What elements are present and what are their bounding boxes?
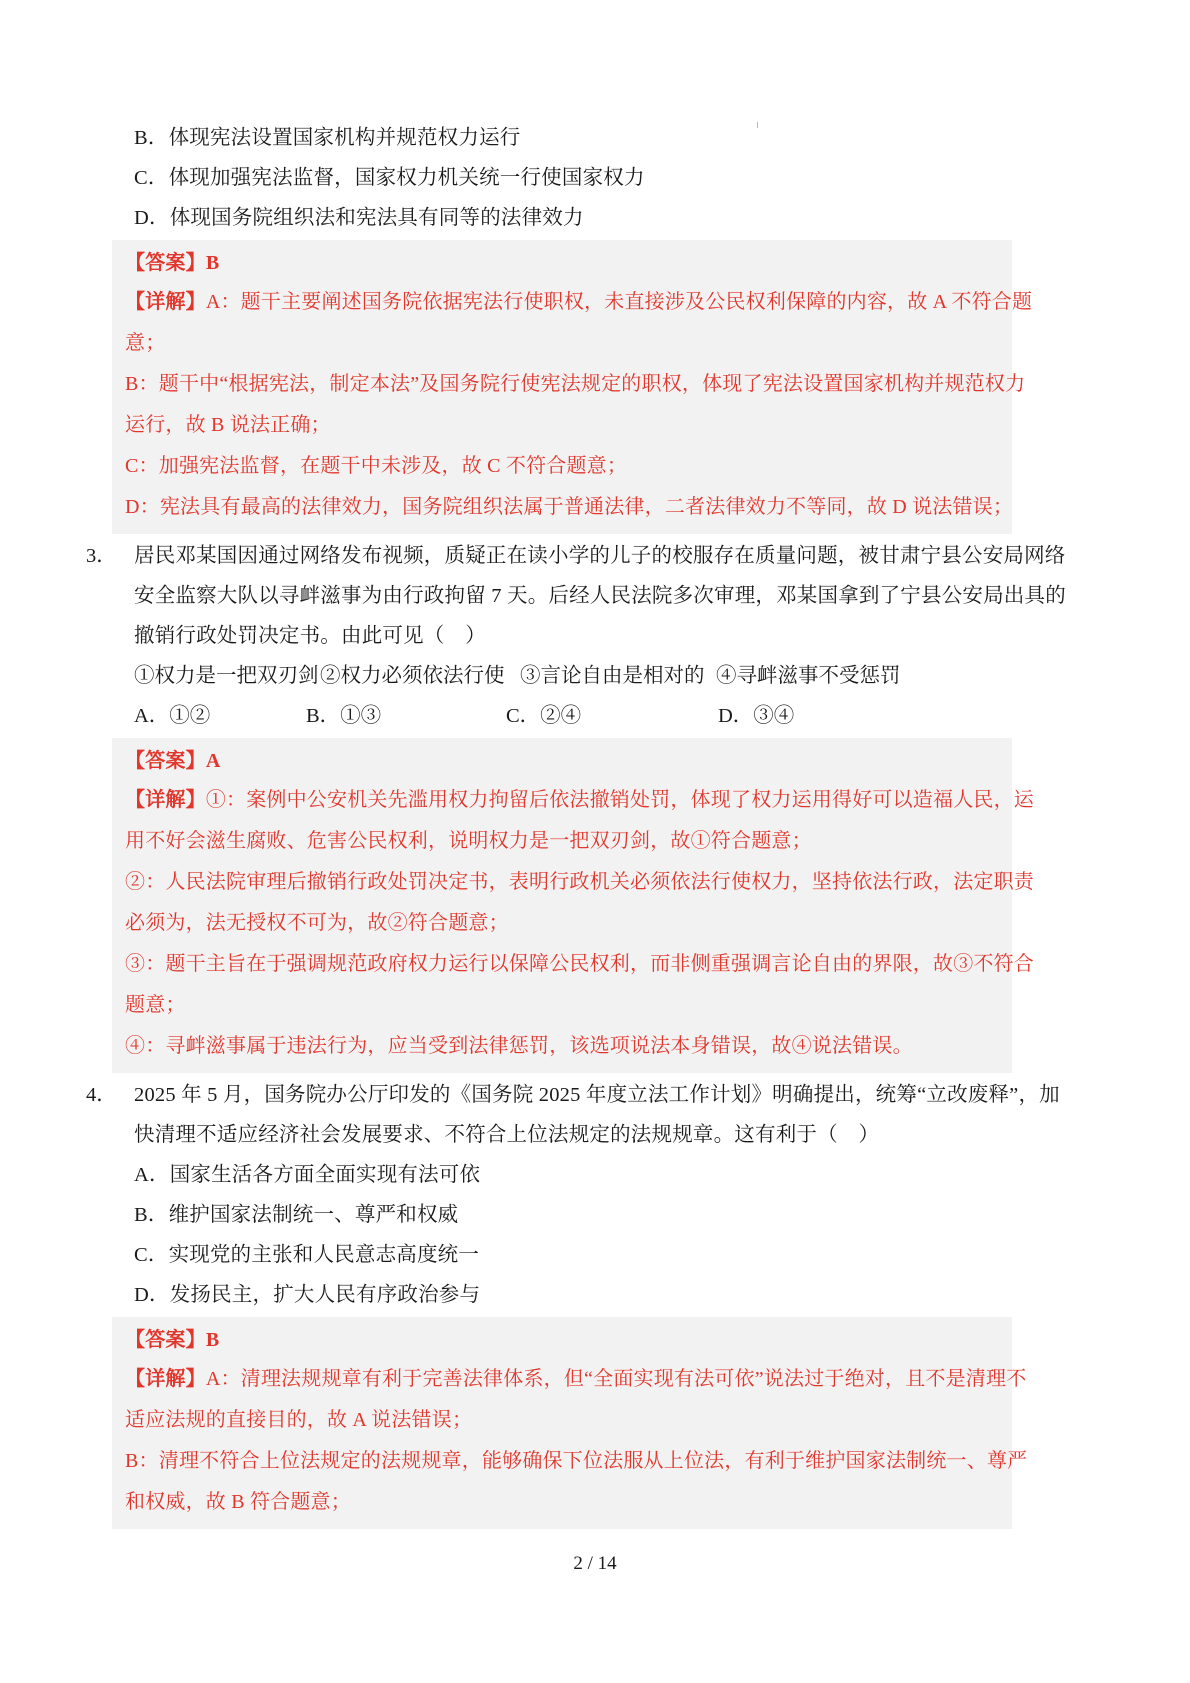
- explanation-text: A：清理法规规章有利于完善法律体系，但“全面实现有法可依”说法过于绝对，且不是清理不: [205, 1368, 1027, 1390]
- answer-value: A: [205, 750, 221, 772]
- item-4: ④寻衅滋事不受惩罚: [716, 665, 901, 687]
- explanation-row: 意；: [125, 332, 166, 354]
- stem-line: 居民邓某国因通过网络发布视频，质疑正在读小学的儿子的校服存在质量问题，被甘肃宁县公安局网络: [134, 545, 1066, 567]
- explanation-text: ①：案例中公安机关先滥用权力拘留后依法撤销处罚，体现了权力运用得好可以造福人民，运: [205, 789, 1035, 811]
- option-b[interactable]: B．维护国家法制统一、尊严和权威: [134, 1204, 459, 1226]
- explanation-label: 【详解】: [125, 291, 206, 313]
- choice-b[interactable]: B．①③: [306, 705, 382, 727]
- question-4-answer-block: [112, 1317, 1028, 1529]
- option-d: D．体现国务院组织法和宪法具有同等的法律效力: [134, 207, 584, 229]
- question-3-answer-block: [112, 738, 1035, 1073]
- item-2: ②权力必须依法行使: [320, 665, 505, 687]
- answer-value: B: [205, 1329, 220, 1351]
- option-c[interactable]: C．实现党的主张和人民意志高度统一: [134, 1244, 480, 1266]
- stem-line: 撤销行政处罚决定书。由此可见（ ）: [134, 625, 486, 647]
- item-1: ①权力是一把双刃剑: [134, 665, 319, 687]
- explanation-row: B：题干中“根据宪法，制定本法”及国务院行使宪法规定的职权，体现了宪法设置国家机构并规范权力: [125, 373, 1026, 395]
- stem-line: 快清理不适应经济社会发展要求、不符合上位法规定的法规规章。这有利于（ ）: [134, 1124, 880, 1146]
- explanation-row: ④：寻衅滋事属于违法行为，应当受到法律惩罚，该选项说法本身错误，故④说法错误。: [125, 1035, 913, 1057]
- option-a[interactable]: A．国家生活各方面全面实现有法可依: [134, 1164, 481, 1186]
- choice-a[interactable]: A．①②: [134, 705, 211, 727]
- explanation-row: [112, 780, 1035, 821]
- answer-label: 【答案】: [125, 750, 206, 772]
- answer-row: [112, 1321, 1012, 1359]
- page-content: [86, 118, 1066, 1531]
- explanation-row: 运行，故 B 说法正确；: [125, 414, 331, 436]
- question-2-options: [112, 118, 1012, 238]
- answer-row: [112, 742, 1012, 780]
- explanation-row: 和权威，故 B 符合题意；: [125, 1491, 351, 1513]
- question-4-stem: [112, 1075, 1060, 1155]
- answer-value: B: [205, 252, 220, 274]
- explanation-row: [112, 282, 1033, 323]
- explanation-label: 【详解】: [125, 1368, 206, 1390]
- explanation-row: 适应法规的直接目的，故 A 说法错误；: [125, 1409, 473, 1431]
- question-3-choices: [112, 696, 1012, 736]
- answer-row: [112, 244, 1012, 282]
- stem-line: 2025 年 5 月，国务院办公厅印发的《国务院 2025 年度立法工作计划》明确提出，统筹“立改废释”，加: [134, 1084, 1060, 1106]
- explanation-row: D：宪法具有最高的法律效力，国务院组织法属于普通法律，二者法律效力不等同，故 D 说法错误；: [125, 496, 1014, 518]
- explanation-row: 题意；: [125, 994, 186, 1016]
- explanation-row: ③：题干主旨在于强调规范政府权力运行以保障公民权利，而非侧重强调言论自由的界限，故③不符合: [125, 953, 1034, 975]
- explanation-row: 必须为，法无授权不可为，故②符合题意；: [125, 912, 509, 934]
- option-c: C．体现加强宪法监督，国家权力机关统一行使国家权力: [134, 167, 645, 189]
- question-3-stem: [112, 536, 1066, 656]
- explanation-text: A：题干主要阐述国务院依据宪法行使职权，未直接涉及公民权利保障的内容，故 A 不符合题: [205, 291, 1033, 313]
- choice-d[interactable]: D．③④: [718, 705, 795, 727]
- question-2-answer-block: [112, 240, 1033, 534]
- question-4-number: 4．: [86, 1084, 117, 1106]
- item-3: ③言论自由是相对的: [520, 665, 705, 687]
- page-number: 2 / 14: [573, 1553, 617, 1574]
- explanation-row: [112, 1359, 1027, 1400]
- explanation-row: ②：人民法院审理后撤销行政处罚决定书，表明行政机关必须依法行使权力，坚持依法行政，法定职责: [125, 871, 1034, 893]
- question-4: [86, 1075, 1060, 1315]
- answer-label: 【答案】: [125, 1329, 206, 1351]
- stem-line: 安全监察大队以寻衅滋事为由行政拘留 7 天。后经人民法院多次审理，邓某国拿到了宁县公安局出具的: [134, 585, 1066, 607]
- choice-c[interactable]: C．②④: [506, 705, 582, 727]
- option-d[interactable]: D．发扬民主，扩大人民有序政治参与: [134, 1284, 481, 1306]
- explanation-row: B：清理不符合上位法规定的法规规章，能够确保下位法服从上位法，有利于维护国家法制统一、尊严: [125, 1450, 1028, 1472]
- answer-label: 【答案】: [125, 252, 206, 274]
- option-b: B．体现宪法设置国家机构并规范权力运行: [134, 127, 521, 149]
- question-3: [86, 536, 1066, 736]
- explanation-label: 【详解】: [125, 789, 206, 811]
- question-3-number: 3．: [86, 545, 117, 567]
- explanation-row: 用不好会滋生腐败、危害公民权利，说明权力是一把双刃剑，故①符合题意；: [125, 830, 812, 852]
- question-4-options: [112, 1155, 1012, 1315]
- explanation-row: C：加强宪法监督，在题干中未涉及，故 C 不符合题意；: [125, 455, 628, 477]
- question-3-items: [112, 656, 1012, 696]
